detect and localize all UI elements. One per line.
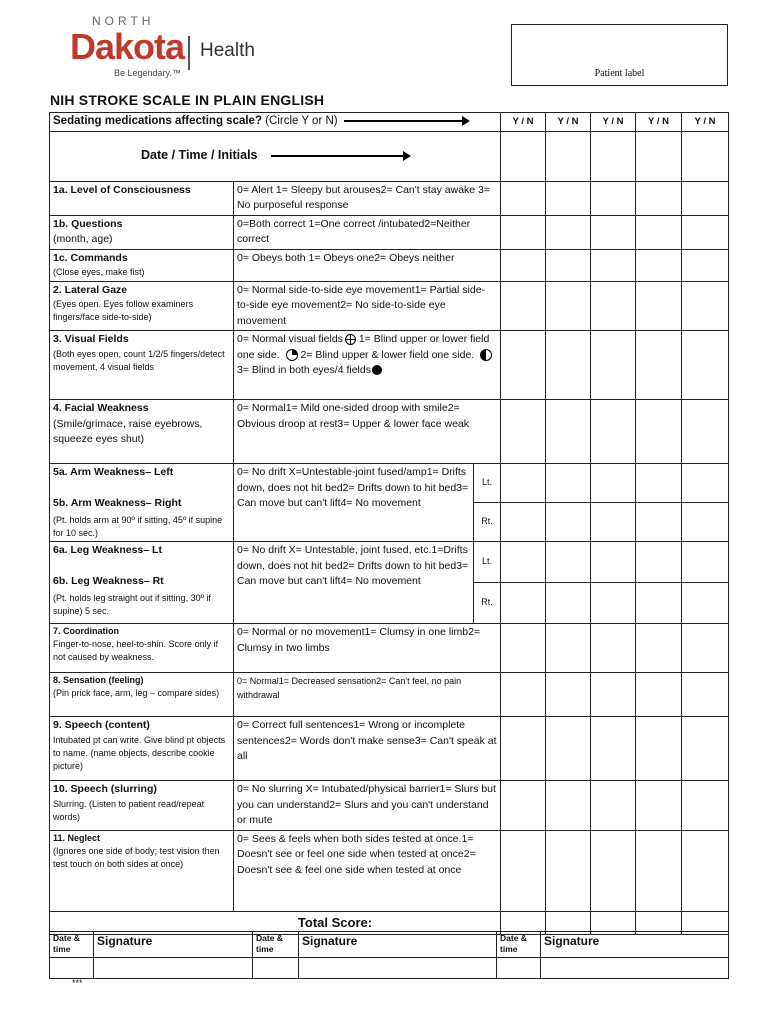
score-cell[interactable] <box>591 400 636 464</box>
score-cell[interactable] <box>591 673 636 717</box>
score-cell[interactable] <box>501 624 546 673</box>
item-4 <box>50 400 729 464</box>
side-left-label: Lt. <box>474 542 501 583</box>
score-cell[interactable] <box>682 331 729 400</box>
score-cell[interactable] <box>546 583 591 624</box>
signature-table <box>49 931 729 979</box>
score-cell[interactable] <box>501 215 546 249</box>
score-cell[interactable] <box>591 215 636 249</box>
score-cell[interactable] <box>591 131 636 181</box>
score-cell[interactable] <box>636 542 682 583</box>
item-title: 9. Speech (content) <box>53 719 150 731</box>
option: 3= Blind in both eyes/4 fields <box>237 364 371 376</box>
score-cell[interactable] <box>682 281 729 331</box>
score-cell[interactable] <box>636 503 682 542</box>
logo-dakota: Dakota <box>70 26 185 67</box>
option: 0= Normal <box>237 402 286 414</box>
score-cell[interactable] <box>546 181 591 215</box>
option: 3= Can move but can't lift <box>237 559 469 587</box>
item-desc: Finger-to-nose, heel-to-shin. Score only if not caused by weakness. <box>53 639 219 662</box>
option: 2= Obvious droop at rest <box>237 402 460 430</box>
score-cell[interactable] <box>501 400 546 464</box>
logo-health: Health <box>200 40 255 61</box>
score-cell[interactable] <box>546 673 591 717</box>
signature-header: Signature <box>299 932 497 958</box>
option: 2= Words don't make sense <box>284 734 415 747</box>
option: 1= Slurs but you can understand <box>237 783 496 811</box>
option: 1= Clumsy in one limb <box>364 626 469 638</box>
score-cell[interactable] <box>636 624 682 673</box>
item-title: 10. Speech (slurring) <box>53 783 157 795</box>
footer-mark: *** <box>72 978 83 988</box>
score-cell[interactable] <box>501 331 546 400</box>
option: 0= Normal <box>237 676 279 686</box>
half-circle-icon <box>480 349 492 361</box>
score-cell[interactable] <box>591 717 636 781</box>
logo-divider <box>188 36 190 70</box>
score-cell[interactable] <box>591 830 636 911</box>
option: 3= Upper & lower face weak <box>337 417 469 430</box>
score-cell[interactable] <box>501 249 546 281</box>
score-cell[interactable] <box>591 503 636 542</box>
option: 0=Both correct 1=One correct /intubated <box>237 217 425 230</box>
score-cell[interactable] <box>636 583 682 624</box>
score-cell[interactable] <box>636 181 682 215</box>
score-cell[interactable] <box>591 542 636 583</box>
item-title: 2. Lateral Gaze <box>53 283 128 296</box>
score-cell[interactable] <box>501 673 546 717</box>
logo-north: NORTH <box>92 14 155 28</box>
score-cell[interactable] <box>501 503 546 542</box>
signature-header: Signature <box>541 932 729 958</box>
option: 2= Slurs and you can't understand or mute <box>237 798 489 826</box>
score-cell[interactable] <box>682 624 729 673</box>
score-cell[interactable] <box>682 215 729 249</box>
side-right-label: Rt. <box>474 583 501 624</box>
score-cell[interactable] <box>636 131 682 181</box>
score-cell[interactable] <box>546 542 591 583</box>
score-cell[interactable] <box>546 331 591 400</box>
option: 0= Obeys both 1= Obeys one <box>237 251 375 264</box>
score-cell[interactable] <box>501 830 546 911</box>
item-desc: (Pin prick face, arm, leg – compare sides) <box>53 688 220 698</box>
score-cell[interactable] <box>546 717 591 781</box>
score-cell[interactable] <box>636 400 682 464</box>
item-7 <box>50 624 729 673</box>
option: 3= Can't speak at all <box>237 734 497 762</box>
score-cell[interactable] <box>501 542 546 583</box>
option: 2= Blind upper & lower field one side. <box>300 348 475 361</box>
page-title: NIH STROKE SCALE IN PLAIN ENGLISH <box>50 92 325 108</box>
item-6 <box>50 542 729 583</box>
item-title: 11. Neglect <box>53 832 101 843</box>
item-1c <box>50 249 729 281</box>
item-title: 6a. Leg Weakness– Lt <box>53 544 162 556</box>
item-9 <box>50 717 729 781</box>
item-desc: (Ignores one side of body; test vision then test touch on both sides at once) <box>53 845 220 869</box>
score-cell[interactable] <box>682 131 729 181</box>
date-time-field[interactable] <box>253 958 299 979</box>
option: 0= Alert 1= Sleepy but arouses <box>237 183 381 196</box>
item-2 <box>50 281 729 331</box>
signature-field[interactable] <box>299 958 497 979</box>
item-desc: (Pt. holds leg straight out if sitting, 30º if supine) 5 sec. <box>53 592 211 616</box>
score-cell[interactable] <box>546 249 591 281</box>
option: 2= Clumsy in two limbs <box>237 626 481 654</box>
option: 2= Doesn't see & feel one side when tested at once <box>237 848 476 876</box>
score-cell[interactable] <box>682 400 729 464</box>
score-cell[interactable] <box>636 781 682 831</box>
score-cell[interactable] <box>682 781 729 831</box>
date-time-label: Date / Time / Initials <box>141 148 258 163</box>
score-cell[interactable] <box>546 830 591 911</box>
date-time-header: Date & time <box>50 932 94 958</box>
score-cell[interactable] <box>636 281 682 331</box>
option: 4= No movement <box>340 497 421 509</box>
score-cell[interactable] <box>546 400 591 464</box>
item-8 <box>50 673 729 717</box>
stroke-scale-table <box>49 112 729 935</box>
option: 2=Neither correct <box>237 217 471 245</box>
score-cell[interactable] <box>636 673 682 717</box>
item-1a <box>50 181 729 215</box>
date-time-header: Date & time <box>253 932 299 958</box>
yn-cell[interactable]: Y / N <box>636 113 682 132</box>
score-cell[interactable] <box>501 583 546 624</box>
score-cell[interactable] <box>546 781 591 831</box>
score-cell[interactable] <box>682 673 729 717</box>
score-cell[interactable] <box>682 249 729 281</box>
yn-cell[interactable]: Y / N <box>591 113 636 132</box>
signature-field[interactable] <box>541 958 729 979</box>
item-title: 7. Coordination <box>53 626 119 636</box>
yn-cell[interactable]: Y / N <box>682 113 729 132</box>
score-cell[interactable] <box>682 583 729 624</box>
item-title: 1b. Questions <box>53 217 123 230</box>
score-cell[interactable] <box>636 215 682 249</box>
item-11 <box>50 830 729 911</box>
arrow-icon <box>344 120 468 122</box>
filled-circle-icon <box>372 365 382 375</box>
score-cell[interactable] <box>636 464 682 503</box>
score-cell[interactable] <box>546 281 591 331</box>
score-cell[interactable] <box>591 281 636 331</box>
score-cell[interactable] <box>636 331 682 400</box>
score-cell[interactable] <box>546 464 591 503</box>
item-title: 8. Sensation (feeling) <box>53 675 144 685</box>
option: 0= Normal visual fields <box>237 333 343 345</box>
score-cell[interactable] <box>591 249 636 281</box>
side-right-label: Rt. <box>474 503 501 542</box>
option: 0= No slurring X= Intubated/physical barrier <box>237 783 440 795</box>
arrow-icon <box>271 155 409 157</box>
yn-cell[interactable]: Y / N <box>501 113 546 132</box>
patient-label-box[interactable] <box>511 24 728 86</box>
score-cell[interactable] <box>546 503 591 542</box>
option: 2= Drifts down to hit bed <box>342 481 457 494</box>
score-cell[interactable] <box>591 464 636 503</box>
score-cell[interactable] <box>501 464 546 503</box>
nd-health-logo <box>70 14 280 84</box>
item-3 <box>50 331 729 400</box>
score-cell[interactable] <box>501 281 546 331</box>
option: 0= No drift X= Untestable, joint fused, etc. <box>237 544 432 556</box>
side-left-label: Lt. <box>474 464 501 503</box>
crosshair-circle-icon <box>345 334 356 345</box>
yn-cell[interactable]: Y / N <box>546 113 591 132</box>
item-desc: (month, age) <box>53 233 113 245</box>
score-cell[interactable] <box>501 717 546 781</box>
option: 0= Correct full sentences <box>237 719 354 731</box>
score-cell[interactable] <box>682 503 729 542</box>
quadrant-circle-icon <box>286 349 298 361</box>
item-1b <box>50 215 729 249</box>
item-title: 5a. Arm Weakness– Left <box>53 466 174 478</box>
option: 1= Decreased sensation <box>278 676 377 686</box>
score-cell[interactable] <box>636 249 682 281</box>
date-time-field[interactable] <box>497 958 541 979</box>
score-cell[interactable] <box>682 464 729 503</box>
option: 0= Normal side-to-side eye movement <box>237 283 415 296</box>
option: 1= Blind upper or lower field one side. <box>237 333 490 361</box>
score-cell[interactable] <box>591 781 636 831</box>
patient-label-text: Patient label <box>594 68 645 79</box>
option: 1=Drifts down, does not hit bed <box>237 544 468 572</box>
option: 2= Drifts down to hit bed <box>342 559 457 572</box>
option: 0= Sees & feels when both sides tested at once. <box>237 832 462 845</box>
option: 2= Obeys neither <box>374 251 455 264</box>
item-title: 4. Facial Weakness <box>53 402 149 414</box>
option: 4= No movement <box>340 575 421 587</box>
option: 1= Mild one-sided droop with smile <box>285 402 448 414</box>
sedating-hint: (Circle Y or N) <box>265 115 338 127</box>
sedating-label: Sedating medications affecting scale? <box>53 115 262 127</box>
option: 2= No side-to-side eye movement <box>237 299 446 327</box>
item-desc: (Smile/grimace, raise eyebrows, squeeze eyes shut) <box>53 417 203 445</box>
item-title: 1a. Level of Consciousness <box>53 183 191 196</box>
signature-header: Signature <box>94 932 253 958</box>
item-title-right: 6b. Leg Weakness– Rt <box>53 575 164 587</box>
item-5 <box>50 464 729 503</box>
option: 2= Can't feel, no pain withdrawal <box>237 676 462 700</box>
score-cell[interactable] <box>682 830 729 911</box>
score-cell[interactable] <box>591 624 636 673</box>
option: 2= Can't stay awake 3= No purposeful response <box>237 183 491 211</box>
score-cell[interactable] <box>591 331 636 400</box>
option: 1= Drifts down, does not hit bed <box>237 466 467 494</box>
score-cell[interactable] <box>682 181 729 215</box>
signature-entry-row <box>50 958 729 979</box>
score-cell[interactable] <box>501 181 546 215</box>
option: 0= Normal or no movement <box>237 626 365 638</box>
item-title: 3. Visual Fields <box>53 333 129 345</box>
score-cell[interactable] <box>636 717 682 781</box>
date-time-field[interactable] <box>50 958 94 979</box>
signature-header-row <box>50 932 729 958</box>
score-cell[interactable] <box>682 717 729 781</box>
item-desc: (Eyes open. Eyes follow examiners fingers/face side-to-side) <box>53 299 194 322</box>
option: 0= No drift X=Untestable-joint fused/amp <box>237 466 427 478</box>
score-cell[interactable] <box>546 215 591 249</box>
item-desc: Slurring. (Listen to patient read/repeat words) <box>53 798 205 822</box>
score-cell[interactable] <box>591 583 636 624</box>
score-cell[interactable] <box>591 181 636 215</box>
option: 1= Wrong or incomplete sentences <box>237 719 466 747</box>
score-cell[interactable] <box>501 781 546 831</box>
score-cell[interactable] <box>546 624 591 673</box>
item-title-right: 5b. Arm Weakness– Right <box>53 497 182 509</box>
item-desc: Intubated pt can write. Give blind pt objects to name. (name objects, describe cookie picture) <box>53 734 226 771</box>
item-desc: (Close eyes, make fist) <box>53 267 145 277</box>
date-time-row <box>50 131 729 181</box>
option: 1= Partial side-to-side eye movement <box>237 283 486 311</box>
sedating-row <box>50 113 729 132</box>
score-cell[interactable] <box>636 830 682 911</box>
logo-tagline: Be Legendary.™ <box>114 68 181 78</box>
option: 1= Doesn't see or feel one side when tested at once <box>237 832 474 860</box>
item-10 <box>50 781 729 831</box>
score-cell[interactable] <box>682 542 729 583</box>
item-desc: (Both eyes open, count 1/2/5 fingers/detect movement, 4 visual fields <box>53 348 225 372</box>
score-cell[interactable] <box>546 131 591 181</box>
score-cell[interactable] <box>501 131 546 181</box>
item-desc: (Pt. holds arm at 90º if sitting, 45º if supine for 10 sec.) <box>53 514 223 538</box>
date-time-header: Date & time <box>497 932 541 958</box>
total-score-label: Total Score: <box>50 911 501 934</box>
option: 3= Can move but can't lift <box>237 481 469 509</box>
signature-field[interactable] <box>94 958 253 979</box>
item-title: 1c. Commands <box>53 251 128 264</box>
